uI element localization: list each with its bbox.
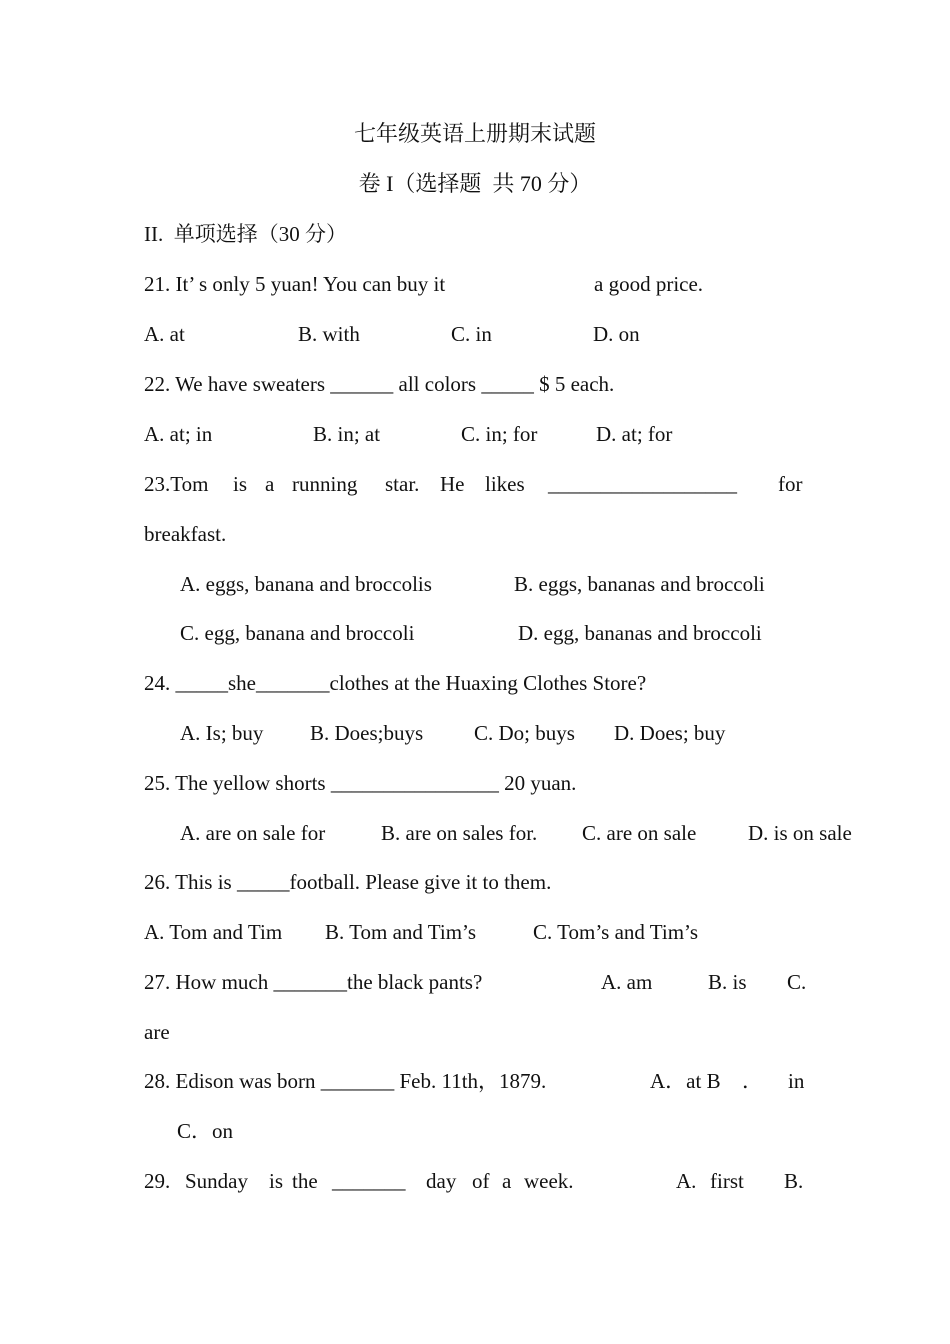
option-a: A. are on sale for xyxy=(180,821,326,845)
option-b: B. in; at xyxy=(313,422,381,446)
option-a-b: A．at B xyxy=(650,1069,721,1093)
question-stem: 24. _____she_______clothes at the Huaxing Clothes Store? xyxy=(144,671,647,695)
option-c: C. in xyxy=(451,322,492,346)
option-separator: ． xyxy=(742,1069,763,1093)
question-stem-end: a good price. xyxy=(594,272,704,296)
stem-word: Sunday xyxy=(185,1169,248,1193)
stem-word: 29. xyxy=(144,1169,171,1193)
option-d: D. egg, bananas and broccoli xyxy=(518,621,762,645)
option-b: B. eggs, bananas and broccoli xyxy=(514,572,765,596)
document-subtitle: 卷 I（选择题 共 70 分） xyxy=(358,171,592,196)
option-c: C. in; for xyxy=(461,422,538,446)
stem-word: likes xyxy=(485,472,525,496)
question-stem: 27. How much _______the black pants? xyxy=(144,970,483,994)
option-b: B. is xyxy=(708,970,747,994)
option-b-label: B. xyxy=(784,1169,804,1193)
option-d: D. Does; buy xyxy=(614,721,726,745)
option-b: B. with xyxy=(298,322,360,346)
option-b-text: in xyxy=(788,1069,805,1093)
option-d: D. on xyxy=(593,322,640,346)
question-stem: 21. It’ s only 5 yuan! You can buy it xyxy=(144,272,446,296)
stem-word: a xyxy=(265,472,275,496)
stem-word: He xyxy=(440,472,465,496)
stem-word: of xyxy=(472,1169,490,1193)
stem-word: the xyxy=(292,1169,318,1193)
question-stem: 25. The yellow shorts ________________ 20 yuan. xyxy=(144,771,577,795)
option-b: B. Does;buys xyxy=(310,721,424,745)
stem-word: for xyxy=(778,472,803,496)
option-a: A. Tom and Tim xyxy=(144,920,283,944)
answer-blank: _______ xyxy=(332,1169,406,1193)
option-d: D. at; for xyxy=(596,422,673,446)
option-a: A. Is; buy xyxy=(180,721,264,745)
stem-word: is xyxy=(269,1169,284,1193)
section-heading: II. 单项选择（30 分） xyxy=(144,222,347,246)
option-a-label: A. xyxy=(676,1169,697,1193)
option-c: C. xyxy=(787,970,807,994)
option-c: C. Do; buys xyxy=(474,721,575,745)
option-a: A. eggs, banana and broccolis xyxy=(180,572,432,596)
option-a: A. at; in xyxy=(144,422,213,446)
stem-word: a xyxy=(502,1169,512,1193)
answer-blank: __________________ xyxy=(548,472,737,496)
stem-word: running xyxy=(292,472,358,496)
stem-word: day xyxy=(426,1169,457,1193)
option-a: A. am xyxy=(601,970,653,994)
question-stem: 22. We have sweaters ______ all colors _____ $ 5 each. xyxy=(144,372,615,396)
option-c: C．on xyxy=(177,1119,234,1143)
option-a-text: first xyxy=(710,1169,744,1193)
option-b: B. Tom and Tim’s xyxy=(325,920,477,944)
option-a: A. at xyxy=(144,322,185,346)
stem-continuation: breakfast. xyxy=(144,522,227,546)
option-d: D. is on sale xyxy=(748,821,852,845)
option-c: C. egg, banana and broccoli xyxy=(180,621,415,645)
option-c: C. are on sale xyxy=(582,821,697,845)
document-title: 七年级英语上册期末试题 xyxy=(353,121,596,146)
stem-word: week. xyxy=(524,1169,574,1193)
option-b: B. are on sales for. xyxy=(381,821,538,845)
stem-word: 23.Tom xyxy=(144,472,209,496)
question-stem: 28. Edison was born _______ Feb. 11th，1879. xyxy=(144,1069,547,1093)
option-c: C. Tom’s and Tim’s xyxy=(533,920,699,944)
stem-word: star. xyxy=(385,472,420,496)
question-stem: 26. This is _____football. Please give it to them. xyxy=(144,870,552,894)
option-c-continuation: are xyxy=(144,1020,170,1044)
stem-word: is xyxy=(233,472,248,496)
